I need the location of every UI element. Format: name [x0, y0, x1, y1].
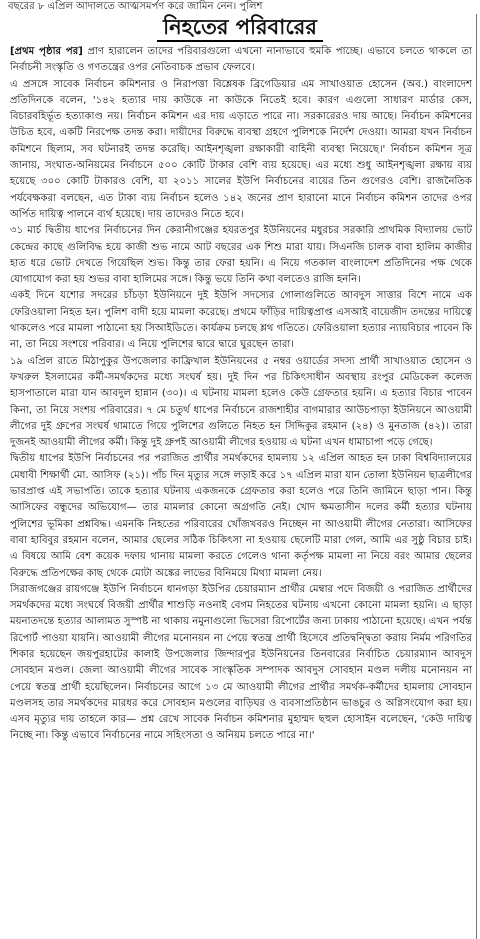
article-paragraph-text: প্রাণ হারালেন তাদের পরিবারগুলো এখনো নানাভাবে হুমকি পাচ্ছে। এভাবে চলতে থাকলে তা নির্বাচনী সংস্কৃতি ও গণতন্ত্রের ওপর নেতিবাচক প্রভাব ফেলবে। [10, 46, 472, 74]
headline-container [0, 14, 480, 42]
article-paragraph: সিরাজগঞ্জের রায়গঞ্জে ইউপি নির্বাচনে ধানগড়া ইউপির চেয়ারম্যান প্রার্থীর মেম্বার পদে বিজয়ী ও পরাজিত প্রার্থীদের সমর্থকদের মধ্যে সংঘর্ষে বিজয়ী প্রার্থীর শাশুড়ি নওনাই বেগম নিহতের ঘটনায় এখনো কোনো মামলা হয়নি। এ ছাড়া ময়নাতদন্তে হত্যার আলামত সুস্পষ্ট না থাকায় নমুনাগুলো ভিসেরা রিপোর্টের জন্য ঢাকায় পাঠানো হয়েছে। এখন পর্যন্ত রিপোর্ট পাওয়া যায়নি। আওয়ামী লীগের মনোনয়ন না পেয়ে স্বতন্ত্র প্রার্থী হিসেবে প্রতিদ্বন্দ্বিতা করায় নির্মম পরিণতির শিকার হয়েছেন জয়পুরহাটের কালাই উপজেলার জিন্দারপুর ইউনিয়নের তিনবারের নির্বাচিত চেয়ারম্যান আবদুস সোবহান মণ্ডল। জেলা আওয়ামী লীগের সাবেক সাংস্কৃতিক সম্পাদক আবদুস সোবহান মণ্ডল দলীয় মনোনয়ন না পেয়ে স্বতন্ত্র প্রার্থী হয়েছিলেন। নির্বাচনের আগে ১৩ মে আওয়ামী লীগের প্রার্থীর সমর্থক-কর্মীদের হামলায় সোবহান মণ্ডলসহ তার সমর্থকদের মারধর করে সোবহান মণ্ডলের বাড়িঘর ও ব্যবসাপ্রতিষ্ঠান ভাঙচুর ও অগ্নিসংযোগ করা হয়। এসব মৃত্যুর দায় তাহলে কার— প্রশ্ন রেখে সাবেক নির্বাচন কমিশনার মুহাম্মদ ছহুল হোসাইন বলেছেন, 'কেউ দায়িত্ব নিচ্ছে না। কিন্তু এভাবে নির্বাচনের নামে সহিংসতা ও অনিয়ম চলতে পারে না।' [10, 583, 472, 742]
article-paragraph: ৩১ মার্চ দ্বিতীয় ধাপের নির্বাচনের দিন কেরানীগঞ্জের হযরতপুর ইউনিয়নের মধুরচর সরকারি প্রাথমিক বিদ্যালয় ভোট কেন্দ্রের কাছে গুলিবিদ্ধ হয়ে কাজী শুভ নামে আট বছরের এক শিশু মারা যায়। সিএনজি চালক বাবা হালিম কাজীর হাত ধরে ভোট দেখতে গিয়েছিল শুভ। কিন্তু তার ফেরা হয়নি। এ নিয়ে গতকাল বাংলাদেশ প্রতিদিনের পক্ষ থেকে যোগাযোগ করা হয় শুভর বাবা হালিমের সঙ্গে। কিন্তু ভয়ে তিনি কথা বলতেও রাজি হননি। [10, 225, 472, 286]
column-divider [476, 14, 477, 939]
article-paragraph: ১৯ এপ্রিল রাতে মিঠাপুকুর উপজেলার কাফ্রিখাল ইউনিয়নের ৫ নম্বর ওয়ার্ডের সদস্য প্রার্থী সাখাওয়াত হোসেন ও ফখরুল ইসলামের কর্মী-সমর্থকদের মধ্যে সংঘর্ষ হয়। দুই দিন পর চিকিৎসাধীন অবস্থায় রংপুর মেডিকেল কলেজ হাসপাতালে মারা যান আবদুল হান্নান (৩০)। এ ঘটনায় মামলা হলেও কেউ গ্রেফতার হয়নি। এ হত্যার বিচার পাবেন কিনা, তা নিয়ে সংশয় পরিবারের। ৭ মে চতুর্থ ধাপের নির্বাচনে রাজশাহীর বাগমারার আউচপাড়া ইউনিয়নে আওয়ামী লীগের দুই গ্রুপের সংঘর্ষ থামাতে গিয়ে পুলিশের গুলিতে নিহত হন সিদ্দিকুর রহমান (২৪) ও মুনতাজ (৪২)। তারা দুজনই আওয়ামী লীগের কর্মী। কিন্তু দুই গ্রুপই আওয়ামী লীগের হওয়ায় এ ঘটনা এখন ধামাচাপা পড়ে গেছে। [10, 355, 472, 449]
article-paragraph: দ্বিতীয় ধাপের ইউপি নির্বাচনের পর পরাজিত প্রার্থীর সমর্থকদের হামলায় ১২ এপ্রিল আহত হন ঢাকা বিশ্ববিদ্যালয়ের মেধাবী শিক্ষার্থী মো. আসিফ (২১)। পাঁচ দিন মৃত্যুর সঙ্গে লড়াই করে ১৭ এপ্রিল মারা যান তোলা ইউনিয়ন ছাত্রলীগের ভারপ্রাপ্ত এই সভাপতি। তাকে হত্যার ঘটনায় একজনকে গ্রেফতার করা হলেও পরে তিনি জামিনে ছাড়া পান। কিন্তু আসিফের বন্ধুদের অভিযোগ— তার মামলার কোনো অগ্রগতি নেই। খোদ ক্ষমতাসীন দলের কর্মী হত্যার ঘটনায় পুলিশের ভূমিকা প্রশ্নবিদ্ধ। এমনকি নিহতের পরিবারের খোঁজখবরও নিচ্ছেন না আওয়ামী লীগের নেতারা। আসিফের বাবা হাবিবুর রহমান বলেন, আমার ছেলের সঠিক চিকিৎসা না হওয়ায় ছেলেটি মারা গেল, আমি এর সুষ্ঠু বিচার চাই। এ বিষয়ে আমি বেশ কয়েক দফায় থানায় মামলা করতে গেলেও থানা কর্তৃপক্ষ মামলা না নিয়ে বরং আমার ছেলের বিরুদ্ধে প্রতিপক্ষের কাছ থেকে মোটা অঙ্কের লাভের বিনিময়ে মিথ্যা মামলা নেয়। [10, 453, 472, 579]
article-paragraph: এ প্রসঙ্গে সাবেক নির্বাচন কমিশনার ও নিরাপত্তা বিশ্লেষক ব্রিগেডিয়ার এম সাখাওয়াত হোসেন (অব.) বাংলাদেশ প্রতিদিনকে বলেন, '১৪২ হত্যার দায় কাউকে না কাউকে নিতেই হবে। কারণ এগুলো সাধারণ মার্ডার কেস, বিচারবহির্ভূত হত্যাকাণ্ড নয়। নির্বাচন কমিশন এর দায় এড়াতে পারে না। সরকারেরও দায় আছে। নির্বাচন কমিশনের উচিত হবে, একটি নিরপেক্ষ তদন্ত করা। দায়ীদের বিরুদ্ধে ব্যবস্থা গ্রহণে পুলিশকে নির্দেশ দেওয়া। আমরা যখন নির্বাচন কমিশনে ছিলাম, সব ঘটনারই তদন্ত করেছি। আইনশৃঙ্খলা রক্ষাকারী বাহিনী ব্যবস্থা নিয়েছে।' নির্বাচন কমিশন সূত্র জানায়, সংঘাত-অনিয়মের নির্বাচনে ৫০০ কোটি টাকার বেশি ব্যয় হয়েছে। এর মধ্যে শুধু আইনশৃঙ্খলা রক্ষায় ব্যয় হয়েছে ৩০০ কোটি টাকারও বেশি, যা ২০১১ সালের ইউপি নির্বাচনের ব্যয়ের তিন গুণেরও বেশি। রাজনৈতিক পর্যবেক্ষকরা বলছেন, এত টাকা ব্যয় নির্বাচন হলেও ১৪২ জনের প্রাণ হারানো মানে নির্বাচন কমিশন তাদের ওপর অর্পিত দায়িত্ব পালনে ব্যর্থ হয়েছে। দায় তাদেরও নিতে হবে। [10, 78, 472, 220]
previous-column-cutoff-line: বছরের ৮ এপ্রিল আদালতে আত্মসমর্পণ করে জামিন নেন। পুলিশ [8, 1, 263, 12]
article-headline: নিহতের পরিবারের [157, 14, 323, 42]
article-body [0, 42, 480, 745]
continued-from-front-page-label: [প্রথম পৃষ্ঠার পর] [10, 46, 83, 57]
article-paragraph [10, 44, 472, 77]
article-paragraph: একই দিনে যশোর সদরের চাঁচড়া ইউনিয়নে দুই ইউপি সদস্যের গোলাগুলিতে আবদুস সাত্তার বিশে নামে এক ফেরিওয়ালা নিহত হন। পুলিশ বাদী হয়ে মামলা করেছে। প্রথমে ফাঁড়ির দায়িত্বপ্রাপ্ত এসআই বায়েজীদ তদন্তের দায়িত্বে থাকলেও পরে মামলা পাঠানো হয় সিআইডিতে। কার্যক্রম চলছে শ্লথ গতিতে। ফেরিওয়ালা হত্যার ন্যায়বিচার পাবেন কি না, তা নিয়ে সংশয়ে পরিবার। এ নিয়ে পুলিশের দ্বারে দ্বারে ঘুরছেন তারা। [10, 290, 472, 351]
